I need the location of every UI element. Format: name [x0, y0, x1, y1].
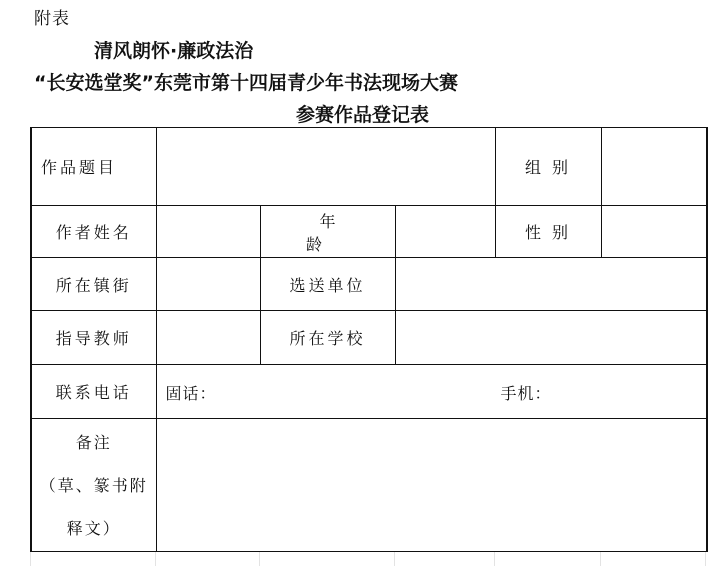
phone-field[interactable]	[156, 365, 707, 419]
row-work-title	[31, 128, 707, 206]
town-field[interactable]	[156, 258, 260, 311]
row-teacher	[31, 311, 707, 365]
sending-unit-field[interactable]	[395, 258, 707, 311]
author-name-label: 作者姓名	[31, 206, 156, 258]
row-phone	[31, 365, 707, 419]
remark-label	[31, 419, 156, 552]
work-title-field[interactable]	[156, 128, 495, 206]
page-grid-line	[494, 552, 495, 566]
remark-label-line3: 释文）	[66, 518, 121, 538]
mobile-label: 手机：	[500, 384, 552, 403]
remark-label-line1: 备注	[75, 432, 112, 452]
school-field[interactable]	[395, 311, 707, 365]
group-label: 组 别	[495, 128, 601, 206]
page-grid-line	[155, 552, 156, 566]
school-label: 所在学校	[260, 311, 395, 365]
sending-unit-label: 选送单位	[260, 258, 395, 311]
author-name-field[interactable]	[156, 206, 260, 258]
gender-field[interactable]	[601, 206, 707, 258]
title-form-name: 参赛作品登记表	[296, 104, 430, 126]
page-grid-line	[394, 552, 395, 566]
page-grid-line	[30, 552, 31, 566]
remark-field[interactable]	[156, 419, 707, 552]
page-grid-line	[259, 552, 260, 566]
age-field[interactable]	[395, 206, 495, 258]
teacher-field[interactable]	[156, 311, 260, 365]
remark-label-line2: （草、篆书附	[39, 475, 148, 495]
landline-label: 固话：	[165, 384, 217, 403]
page-grid-line	[705, 552, 706, 566]
age-label: 年 龄	[260, 206, 395, 258]
title-theme: 清风朗怀·廉政法治	[94, 40, 254, 62]
teacher-label: 指导教师	[31, 311, 156, 365]
registration-form-table	[30, 127, 708, 552]
row-town	[31, 258, 707, 311]
town-label: 所在镇街	[31, 258, 156, 311]
row-author	[31, 206, 707, 258]
title-competition: “长安选堂奖”东莞市第十四届青少年书法现场大赛	[34, 72, 458, 94]
gender-label: 性 别	[495, 206, 601, 258]
phone-label: 联系电话	[31, 365, 156, 419]
row-remark	[31, 419, 707, 552]
page-grid-line	[600, 552, 601, 566]
attachment-label: 附表	[34, 9, 70, 29]
work-title-label: 作品题目	[31, 128, 156, 206]
group-field[interactable]	[601, 128, 707, 206]
